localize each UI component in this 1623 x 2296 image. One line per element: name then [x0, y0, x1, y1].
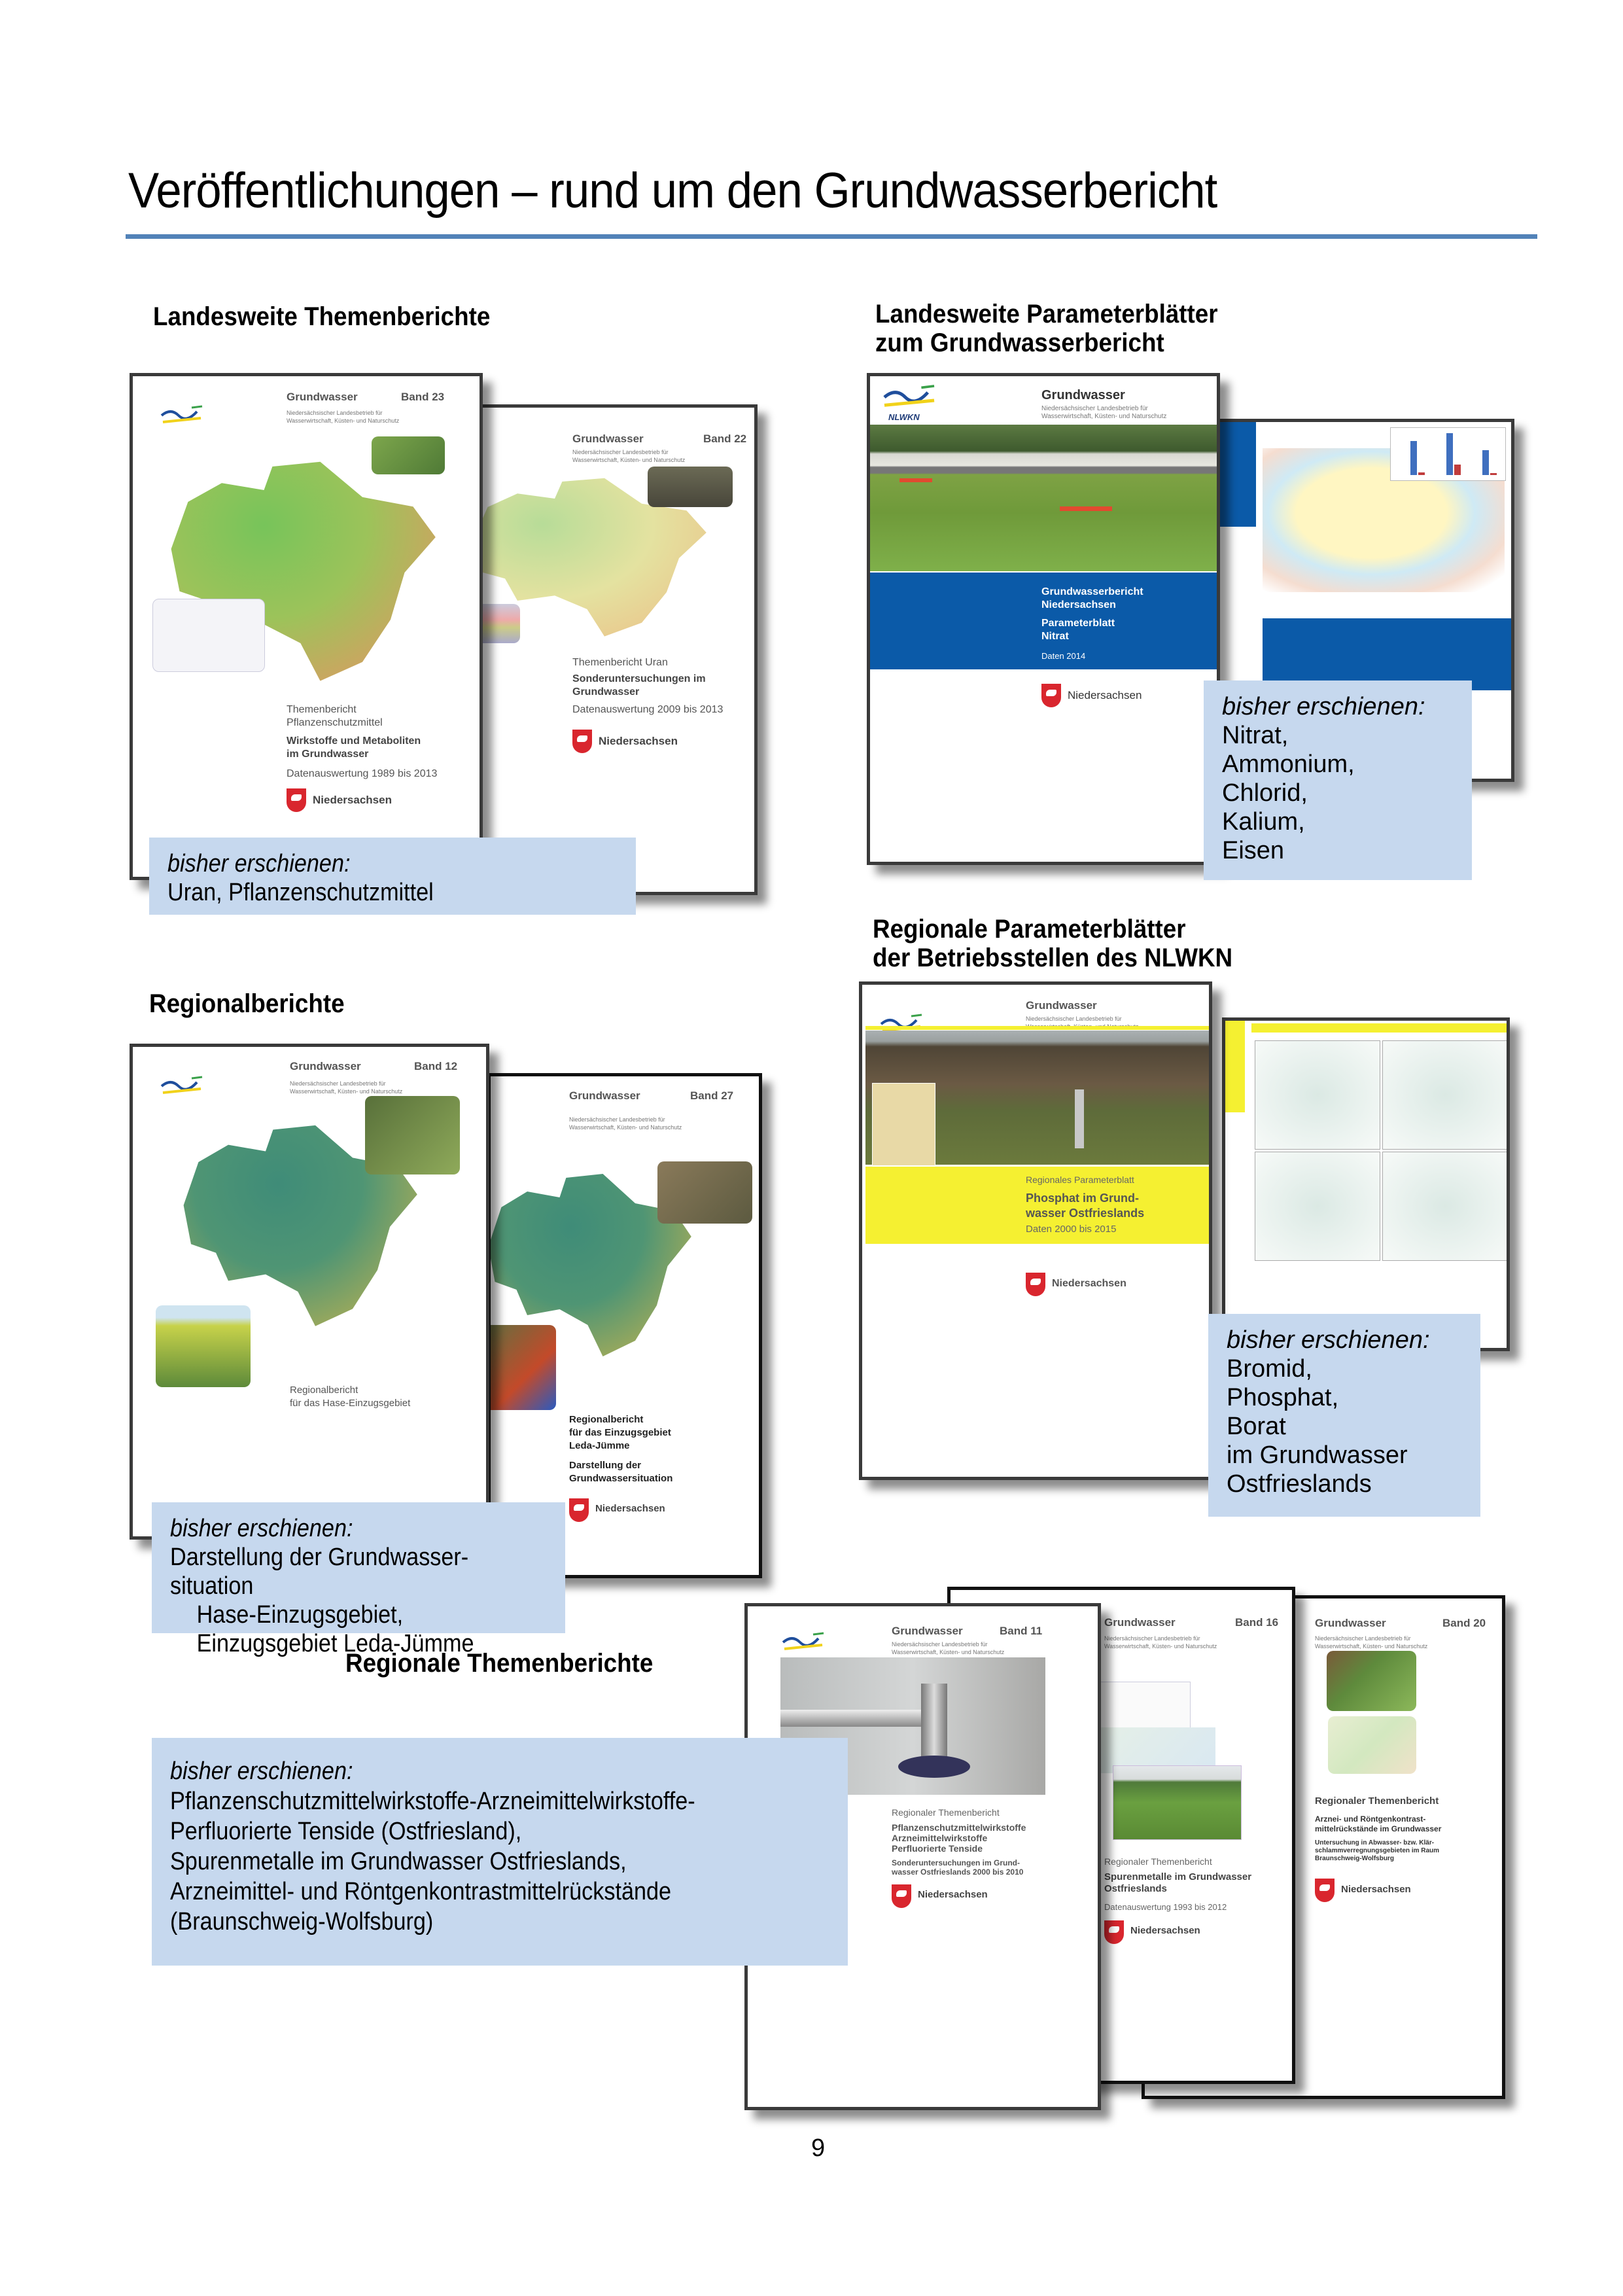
cover-org: Niedersächsischer Landesbetrieb für Wasserwirtschaft, Küsten- und Naturschutz [572, 449, 686, 463]
yellow-stripe [865, 1026, 1212, 1030]
map-panel [1382, 1152, 1508, 1261]
section-heading-regionale-themenberichte: Regionale Themenberichte [345, 1649, 654, 1678]
cover-title: Wirkstoffe und Metaboliten im Grundwasser [287, 735, 421, 760]
note-lead: bisher erschienen: [170, 1515, 353, 1542]
cover-state: Niedersachsen [599, 735, 678, 747]
cover-band: Band 23 [401, 391, 445, 403]
cover-org: Niedersächsischer Landesbetrieb für Wasserwirtschaft, Küsten- und Naturschutz [1041, 405, 1167, 420]
chart-thumbnail [478, 604, 520, 643]
cover-state: Niedersachsen [1130, 1925, 1200, 1936]
cover-state: Niedersachsen [1068, 689, 1142, 701]
text-sidebar [1217, 422, 1256, 527]
cover-title: Regionalbericht für das Hase-Einzugsgebiet [290, 1385, 411, 1409]
cover-title: Spurenmetalle im Grundwasser Ostfrieslands [1104, 1871, 1252, 1894]
cover-series: Grundwasser [1041, 388, 1125, 402]
note-lead: bisher erschienen: [170, 1757, 353, 1785]
cover-subtitle: Themenbericht Uran [572, 657, 668, 668]
section-heading-landesweite-themenberichte: Landesweite Themenberichte [153, 302, 491, 331]
cover-band: Band 11 [1000, 1625, 1043, 1637]
note-line: Ostfrieslands [1227, 1470, 1372, 1498]
cover-kicker: Regionaler Themenbericht [1315, 1795, 1439, 1807]
cover-title: Arznei- und Röntgenkontrast- mittelrückstände im Grundwasser [1315, 1814, 1442, 1833]
cover-band-12[interactable] [130, 1044, 489, 1540]
cover-state: Niedersachsen [595, 1503, 665, 1514]
note-line: Ammonium, [1222, 751, 1355, 778]
cover-org: Niedersächsischer Landesbetrieb für Wasserwirtschaft, Küsten- und Naturschutz [569, 1116, 682, 1131]
text-box [1263, 618, 1511, 690]
published-note-landesweite-parameterblaetter [1204, 680, 1472, 880]
note-line: Hase-Einzugsgebiet, [184, 1601, 404, 1629]
note-lead: bisher erschienen: [1222, 693, 1425, 720]
cover-band: Band 27 [690, 1089, 734, 1102]
cover-date: Datenauswertung 1989 bis 2013 [287, 768, 438, 779]
cover-series: Grundwasser [892, 1625, 963, 1637]
nlwkn-logo-icon [159, 1073, 205, 1102]
published-note-landesweite-themenberichte [149, 838, 636, 915]
photo-image [156, 1305, 251, 1387]
cover-parameter: Parameterblatt Nitrat [1041, 618, 1115, 642]
note-line: situation [170, 1572, 254, 1600]
photo-image [372, 436, 445, 474]
photo-image [365, 1096, 460, 1174]
cover-photo [865, 1031, 1212, 1165]
cover-parameterblatt-nitrat[interactable] [867, 373, 1220, 865]
note-line: Darstellung der Grundwasser- [170, 1544, 469, 1571]
cover-subtitle: Sonderuntersuchungen im Grund- wasser Ostfrieslands 2000 bis 2010 [892, 1858, 1024, 1877]
cover-band-23[interactable] [130, 373, 483, 880]
photo-image [648, 467, 733, 507]
note-line: Kalium, [1222, 808, 1305, 836]
cover-org: Niedersächsischer Landesbetrieb für Wasserwirtschaft, Küsten- und Naturschutz [892, 1641, 1005, 1655]
cover-band-22[interactable] [478, 404, 758, 895]
note-line: Spurenmetalle im Grundwasser Ostfrieslands, [170, 1848, 627, 1875]
section-heading-regionale-parameterblaetter: Regionale Parameterblätter der Betriebsstellen des NLWKN [873, 915, 1233, 972]
cover-series: Grundwasser [569, 1089, 640, 1102]
note-line: Borat [1227, 1413, 1286, 1440]
photo-image [657, 1161, 752, 1224]
cover-parameterblatt-phosphat[interactable] [859, 981, 1212, 1480]
section-heading-landesweite-parameterblaetter: Landesweite Parameterblätter zum Grundwasserbericht [875, 300, 1218, 357]
nlwkn-label: NLWKN [888, 412, 920, 422]
cover-series: Grundwasser [290, 1060, 361, 1072]
niedersachsen-crest-icon [1026, 1273, 1045, 1296]
niedersachsen-crest-icon [569, 1498, 589, 1522]
text-sidebar [1225, 1021, 1245, 1112]
cover-title: Sonderuntersuchungen im Grundwasser [572, 673, 706, 698]
chart-thumbnail [152, 599, 265, 672]
note-line: Einzugsgebiet Leda-Jümme [184, 1630, 474, 1657]
cover-date: Daten 2000 bis 2015 [1026, 1224, 1117, 1235]
published-note-regionalberichte [152, 1502, 565, 1657]
map-panel [1382, 1040, 1508, 1150]
bar-chart-thumbnail [1390, 427, 1506, 481]
figure-caption-band [1251, 1023, 1510, 1033]
cover-org: Niedersächsischer Landesbetrieb für [1026, 1016, 1122, 1022]
cover-date: Datenauswertung 1993 bis 2012 [1104, 1902, 1227, 1912]
note-line: im Grundwasser [1227, 1441, 1408, 1469]
note-line: Pflanzenschutzmittelwirkstoffe-Arzneimittelwirkstoffe- [170, 1788, 695, 1815]
cover-kicker: Regionaler Themenbericht [1104, 1856, 1212, 1867]
cover-org: Niedersächsischer Landesbetrieb für Wasserwirtschaft, Küsten- und Naturschutz [1315, 1635, 1428, 1650]
photo-image [1327, 1651, 1416, 1711]
cover-phosphat-inner-page[interactable] [1222, 1017, 1510, 1351]
cover-series: Grundwasser [1315, 1617, 1386, 1629]
cover-series: Grundwasser [572, 433, 644, 445]
niedersachsen-crest-icon [1315, 1879, 1335, 1902]
published-note-regionale-themenberichte [152, 1738, 848, 1966]
cover-org: Niedersächsischer Landesbetrieb für Wasserwirtschaft, Küsten- und Naturschutz [287, 410, 400, 424]
cover-photo [1113, 1765, 1242, 1840]
photo-image [487, 1325, 556, 1410]
note-lead: bisher erschienen: [1227, 1326, 1430, 1354]
cover-band: Band 16 [1235, 1616, 1279, 1629]
cover-state: Niedersachsen [918, 1889, 988, 1900]
published-note-regionale-parameterblaetter [1208, 1314, 1480, 1517]
note-line: Uran, Pflanzenschutzmittel [167, 879, 434, 906]
cover-title: Grundwasserbericht Niedersachsen [1041, 586, 1143, 610]
profile-chart-thumbnail [872, 1083, 935, 1166]
cover-series: Grundwasser [1026, 999, 1097, 1012]
cover-org: Niedersächsischer Landesbetrieb für Wasserwirtschaft, Küsten- und Naturschutz [1104, 1635, 1217, 1650]
cover-photo [870, 425, 1217, 571]
page-title: Veröffentlichungen – rund um den Grundwasserbericht [128, 163, 1217, 219]
map-panel [1255, 1152, 1380, 1261]
nlwkn-logo-icon [780, 1629, 826, 1658]
cover-kicker: Regionaler Themenbericht [892, 1807, 1000, 1818]
note-line: Phosphat, [1227, 1384, 1339, 1411]
cover-subtitle: Themenbericht Pflanzenschutzmittel [287, 704, 383, 728]
cover-subtitle: Darstellung der Grundwassersituation [569, 1460, 673, 1484]
note-line: (Braunschweig-Wolfsburg) [170, 1908, 434, 1935]
cover-date: Datenauswertung 2009 bis 2013 [572, 704, 724, 715]
niedersachsen-crest-icon [572, 730, 592, 753]
map-panel [1255, 1040, 1380, 1150]
note-line: Perfluorierte Tenside (Ostfriesland), [170, 1818, 522, 1845]
cover-date: Daten 2014 [1041, 651, 1086, 661]
cover-band: Band 20 [1442, 1617, 1486, 1629]
cover-title: Pflanzenschutzmittelwirkstoffe Arzneimittelwirkstoffe Perfluorierte Tenside [892, 1822, 1026, 1854]
page-number: 9 [811, 2134, 826, 2162]
note-line: Chlorid, [1222, 779, 1308, 807]
niedersachsen-crest-icon [1104, 1920, 1124, 1944]
cover-state: Niedersachsen [1052, 1278, 1126, 1289]
niedersachsen-crest-icon [287, 788, 306, 812]
cover-state: Niedersachsen [313, 794, 392, 806]
niedersachsen-crest-icon [892, 1884, 911, 1908]
cover-series: Grundwasser [1104, 1616, 1176, 1629]
note-lead: bisher erschienen: [167, 850, 351, 877]
nlwkn-logo-icon [159, 402, 205, 431]
cover-series: Grundwasser [287, 391, 358, 403]
section-heading-regionalberichte: Regionalberichte [149, 989, 345, 1018]
note-line: Bromid, [1227, 1355, 1312, 1383]
cover-org: Niedersächsischer Landesbetrieb für Wasserwirtschaft, Küsten- und Naturschutz [290, 1080, 403, 1095]
note-line: Arzneimittel- und Röntgenkontrastmittelrückstände [170, 1878, 672, 1905]
cover-kicker: Regionales Parameterblatt [1026, 1174, 1134, 1185]
note-line: Eisen [1222, 837, 1285, 864]
cover-title: Regionalbericht für das Einzugsgebiet Leda-Jümme [569, 1414, 671, 1451]
cover-band: Band 12 [414, 1060, 458, 1072]
map-image [1328, 1716, 1416, 1774]
cover-band: Band 22 [703, 433, 747, 445]
title-underline [126, 234, 1537, 239]
note-line: Nitrat, [1222, 722, 1289, 749]
cover-subtitle: Untersuchung in Abwasser- bzw. Klär- schlammverregnungsgebieten im Raum Braunschweig-Wolfsburg [1315, 1839, 1440, 1862]
cover-title: Phosphat im Grund- wasser Ostfrieslands [1026, 1192, 1145, 1220]
niedersachsen-crest-icon [1041, 684, 1061, 707]
cover-state: Niedersachsen [1341, 1884, 1411, 1895]
